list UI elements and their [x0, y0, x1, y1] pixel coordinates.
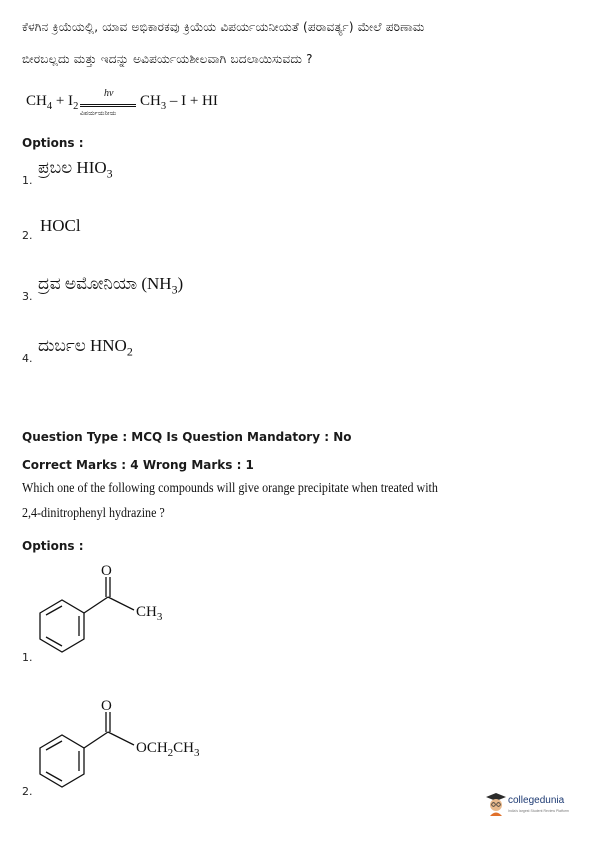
bond-carbonyl-methyl: [108, 597, 134, 610]
structure-ethyl-benzoate[interactable]: [30, 690, 270, 800]
option-number: 2.: [22, 785, 33, 798]
oxygen-atom: O: [101, 698, 112, 714]
question-text-line-2: ಬೀರಬಲ್ಲದು ಮತ್ತು ಇದನ್ನು ಅವಿಪರ್ಯಯಶೀಲವಾಗಿ ಬದಲಾಯಿಸುವದು ?: [22, 52, 313, 66]
option-number: 3.: [22, 290, 33, 303]
logo-name: collegedunia: [508, 795, 565, 806]
graduate-icon: [485, 792, 507, 816]
rhs-ch: CH: [140, 93, 161, 109]
lhs-ch: CH: [26, 93, 47, 109]
reaction-arrow-lower: [80, 106, 136, 107]
option-1-text[interactable]: [38, 158, 113, 181]
option-4-text[interactable]: [38, 336, 133, 359]
reaction-arrow: [80, 104, 136, 105]
option-1-label: ಪ್ರಬಲ HIO: [38, 158, 107, 177]
lhs-plus: + I: [52, 93, 74, 109]
lhs-i-sub: 2: [73, 101, 79, 112]
methyl-group: [136, 604, 163, 623]
option-2-text[interactable]: HOCl: [40, 216, 81, 235]
benzene-ring: [40, 600, 84, 652]
options-label-q2: Options :: [22, 539, 84, 553]
arrow-bottom-label: ವಿಪರ್ಯಯನೀಯ: [80, 110, 117, 117]
ethoxy-och: OCH: [136, 740, 168, 756]
ethoxy-sub-2: 3: [194, 747, 200, 759]
rhs-ch-sub: 3: [160, 101, 167, 112]
option-4-label: ದುರ್ಬಲ HNO: [38, 336, 127, 355]
option-3-text[interactable]: [38, 274, 183, 297]
equation-rhs: [140, 93, 218, 112]
bond-carbonyl-ethoxy: [108, 732, 134, 745]
rhs-rest: – I + HI: [166, 93, 218, 109]
options-label: Options :: [22, 136, 84, 150]
option-number: 4.: [22, 352, 33, 365]
ethoxy-ch: CH: [173, 740, 195, 756]
equation-lhs: [26, 93, 78, 112]
option-3-sub: 3: [171, 282, 178, 297]
question-2-text-line-1: Which one of the following compounds will give orange precipitate when treated with: [22, 481, 438, 496]
option-3-tail: ): [177, 274, 184, 293]
option-number: 1.: [22, 651, 33, 664]
ethoxy-sub-1: 2: [167, 747, 174, 759]
bond-ring-carbonyl: [84, 732, 108, 748]
bond-ring-carbonyl: [84, 597, 108, 613]
ethoxy-group: [136, 740, 200, 759]
structure-acetophenone[interactable]: [30, 555, 230, 665]
collegedunia-logo[interactable]: [485, 792, 585, 822]
option-number: 1.: [22, 174, 33, 187]
oxygen-atom: O: [101, 563, 112, 579]
arrow-top-label: hν: [104, 88, 114, 99]
question-2-text-line-2: 2,4-dinitrophenyl hydrazine ?: [22, 506, 165, 521]
option-1-sub: 3: [106, 166, 113, 181]
question-text-line-1: ಕೆಳಗಿನ ಕ್ರಿಯೆಯಲ್ಲಿ, ಯಾವ ಅಭಿಕಾರಕವು ಕ್ರಿಯೆಯ ವಿಪರ್ಯಯನೀಯತೆ (ಪರಾವರ್ತ್ಯ) ಮೇಲೆ ಪರಿಣಾಮ: [22, 20, 425, 34]
option-number: 2.: [22, 229, 33, 242]
option-3-label: ದ್ರವ ಅಮೋನಿಯಾ (NH: [38, 274, 172, 293]
logo-tagline: India's largest Student Review Platform: [508, 809, 569, 813]
marks-line: Correct Marks : 4 Wrong Marks : 1: [22, 458, 254, 472]
lhs-ch-sub: 4: [46, 101, 53, 112]
methyl-ch: CH: [136, 604, 157, 620]
benzene-ring: [40, 735, 84, 787]
option-4-sub: 2: [126, 344, 133, 359]
question-type-line: Question Type : MCQ Is Question Mandatory : No: [22, 430, 352, 444]
methyl-sub: 3: [156, 611, 163, 623]
